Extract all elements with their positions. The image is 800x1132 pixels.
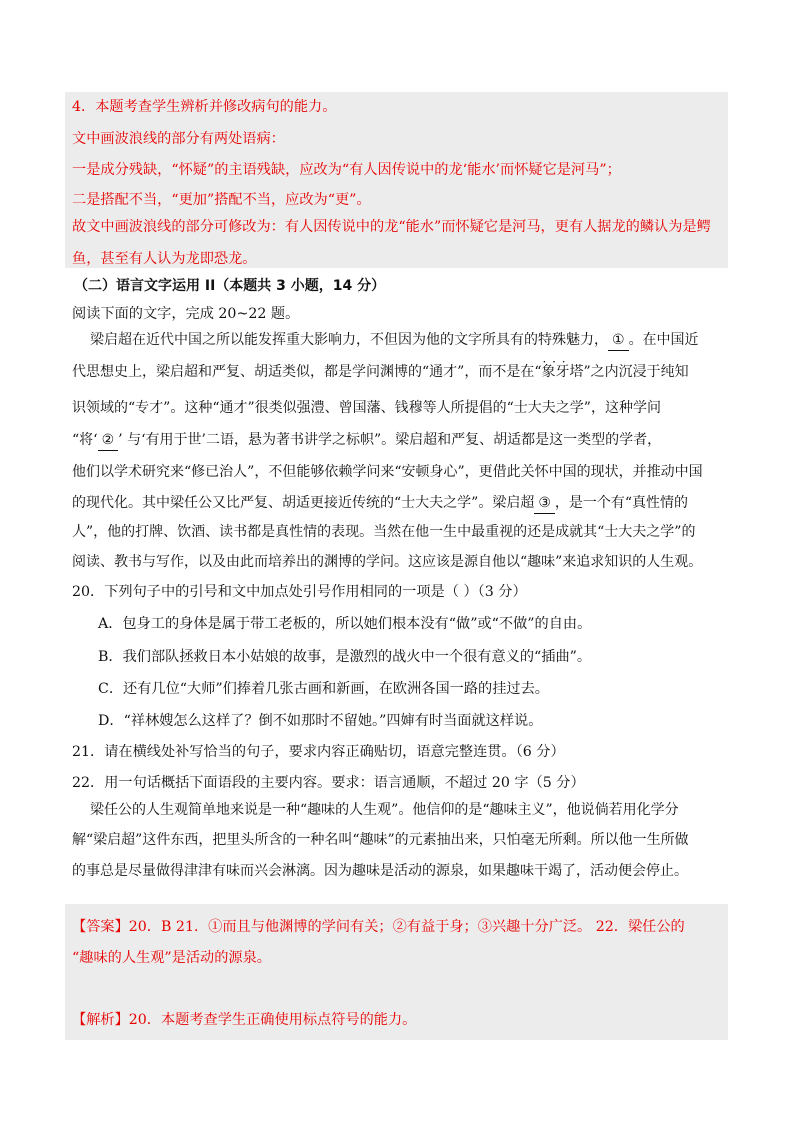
passage-text: 代思想史上，梁启超和严复、胡适类似，都是学问渊博的“通才”，而不是在“ <box>72 364 542 380</box>
passage-text: ，是一个有“真性情的 <box>554 495 689 511</box>
question-21: 21．请在横线处补写恰当的句子，要求内容正确贴切，语意完整连贯。（6 分） <box>72 744 565 760</box>
q22-passage-line-1: 梁任公的人生观简单地来说是一种“趣味的人生观”。他信仰的是“趣味主义”，他说倘若用化学分 <box>90 802 679 818</box>
answer-line-1: 【答案】20．B 21．①而且与他渊博的学问有关；②有益于身；③兴趣十分广泛。 22．梁任公的 <box>72 919 685 935</box>
passage-line-8: 阅读、教书与写作，以及由此而培养出的渊博的学问。这应该是源自他以“趣味”来追求知识的人生观。 <box>72 554 703 570</box>
q22-passage-line-2: 解“梁启超”这件东西，把里头所含的一种名叫“趣味”的元素抽出来，只怕毫无所剩。所以他一生所做 <box>72 832 689 848</box>
analysis-line-2: 文中画波浪线的部分有两处语病： <box>72 131 285 147</box>
passage-text: 。在中国近 <box>628 332 699 348</box>
passage-line-4 <box>72 430 661 451</box>
q22-passage-line-3: 的事总是尽量做得津津有味而兴会淋漓。因为趣味是活动的源泉，如果趣味干竭了，活动便会停止。 <box>72 863 688 879</box>
passage-text: “将‘ <box>72 432 98 448</box>
passage-line-5: 他们以学术研究来“修已治人”，不但能够依赖学问来“安顿身心”，更借此关怀中国的现状，并推动中国 <box>72 464 703 480</box>
analysis-line-4: 二是搭配不当，“更加”搭配不当，应改为“更”。 <box>72 192 371 208</box>
analysis-line-3: 一是成分残缺，“怀疑”的主语残缺，应改为“有人因传说中的龙‘能水’而怀疑它是河马”； <box>72 162 621 178</box>
blank-2: ② <box>98 430 119 451</box>
passage-line-1 <box>90 330 699 351</box>
dotted-quote-word: · · · 象牙塔 <box>541 364 583 380</box>
passage-line-7: 人”，他的打牌、饮酒、读书都是真性情的表现。当然在他一生中最重视的还是成就其“士大夫之学”的 <box>72 524 696 540</box>
passage-text: 梁启超在近代中国之所以能发挥重大影响力，不但因为他的文字所具有的特殊魅力， <box>90 332 608 348</box>
answer-line-2: “趣味的人生观”是活动的源泉。 <box>72 950 271 966</box>
option-a: A．包身工的身体是属于带工老板的，所以她们根本没有“做”或“不做”的自由。 <box>98 616 592 632</box>
analysis-line-6: 鱼，甚至有人认为龙即恐龙。 <box>72 251 257 267</box>
analysis-line-5: 故文中画波浪线的部分可修改为：有人因传说中的龙“能水”而怀疑它是河马，更有人据龙的鳞认为是鳄 <box>72 219 711 235</box>
analysis-line-20: 【解析】20．本题考查学生正确使用标点符号的能力。 <box>72 1012 417 1028</box>
passage-line-2 <box>72 362 689 382</box>
passage-text: ”之内沉浸于纯知 <box>583 364 689 380</box>
blank-1: ① <box>608 330 629 351</box>
passage-line-3: 识领域的“专才”。这种“通才”很类似强澧、曾国藩、钱穆等人所提倡的“士大夫之学”，这种学问 <box>72 400 661 416</box>
option-b: B．我们部队拯救日本小姑娘的故事，是激烈的战火中一个很有意义的“插曲”。 <box>98 649 592 665</box>
passage-text: 的现代化。其中梁任公又比严复、胡适更接近传统的“士大夫之学”。梁启超 <box>72 495 535 511</box>
option-d: D．“祥林嫂怎么这样了？倒不如那时不留她。”四婶有时当面就这样说。 <box>98 713 543 729</box>
analysis-line-1: 4．本题考查学生辨析并修改病句的能力。 <box>72 99 337 115</box>
blank-3: ③ <box>534 493 555 514</box>
passage-line-6 <box>72 493 688 514</box>
passage-text: ’ 与‘有用于世’二语，悬为著书讲学之标帜”。梁启超和严复、胡适都是这一类型的学者， <box>118 432 662 448</box>
option-c: C．还有几位“大师”们捧着几张古画和新画，在欧洲各国一路的挂过去。 <box>98 681 549 697</box>
section-title: （二）语言文字运用 II（本题共 3 小题，14 分） <box>74 278 386 294</box>
question-20: 20．下列句子中的引号和文中加点处引号作用相同的一项是（ ）（3 分） <box>72 584 527 600</box>
question-22: 22．用一句话概括下面语段的主要内容。要求：语言通顺，不超过 20 字（5 分） <box>72 775 585 791</box>
analysis-shade-box <box>65 92 728 268</box>
section-intro: 阅读下面的文字，完成 20~22 题。 <box>72 306 300 322</box>
